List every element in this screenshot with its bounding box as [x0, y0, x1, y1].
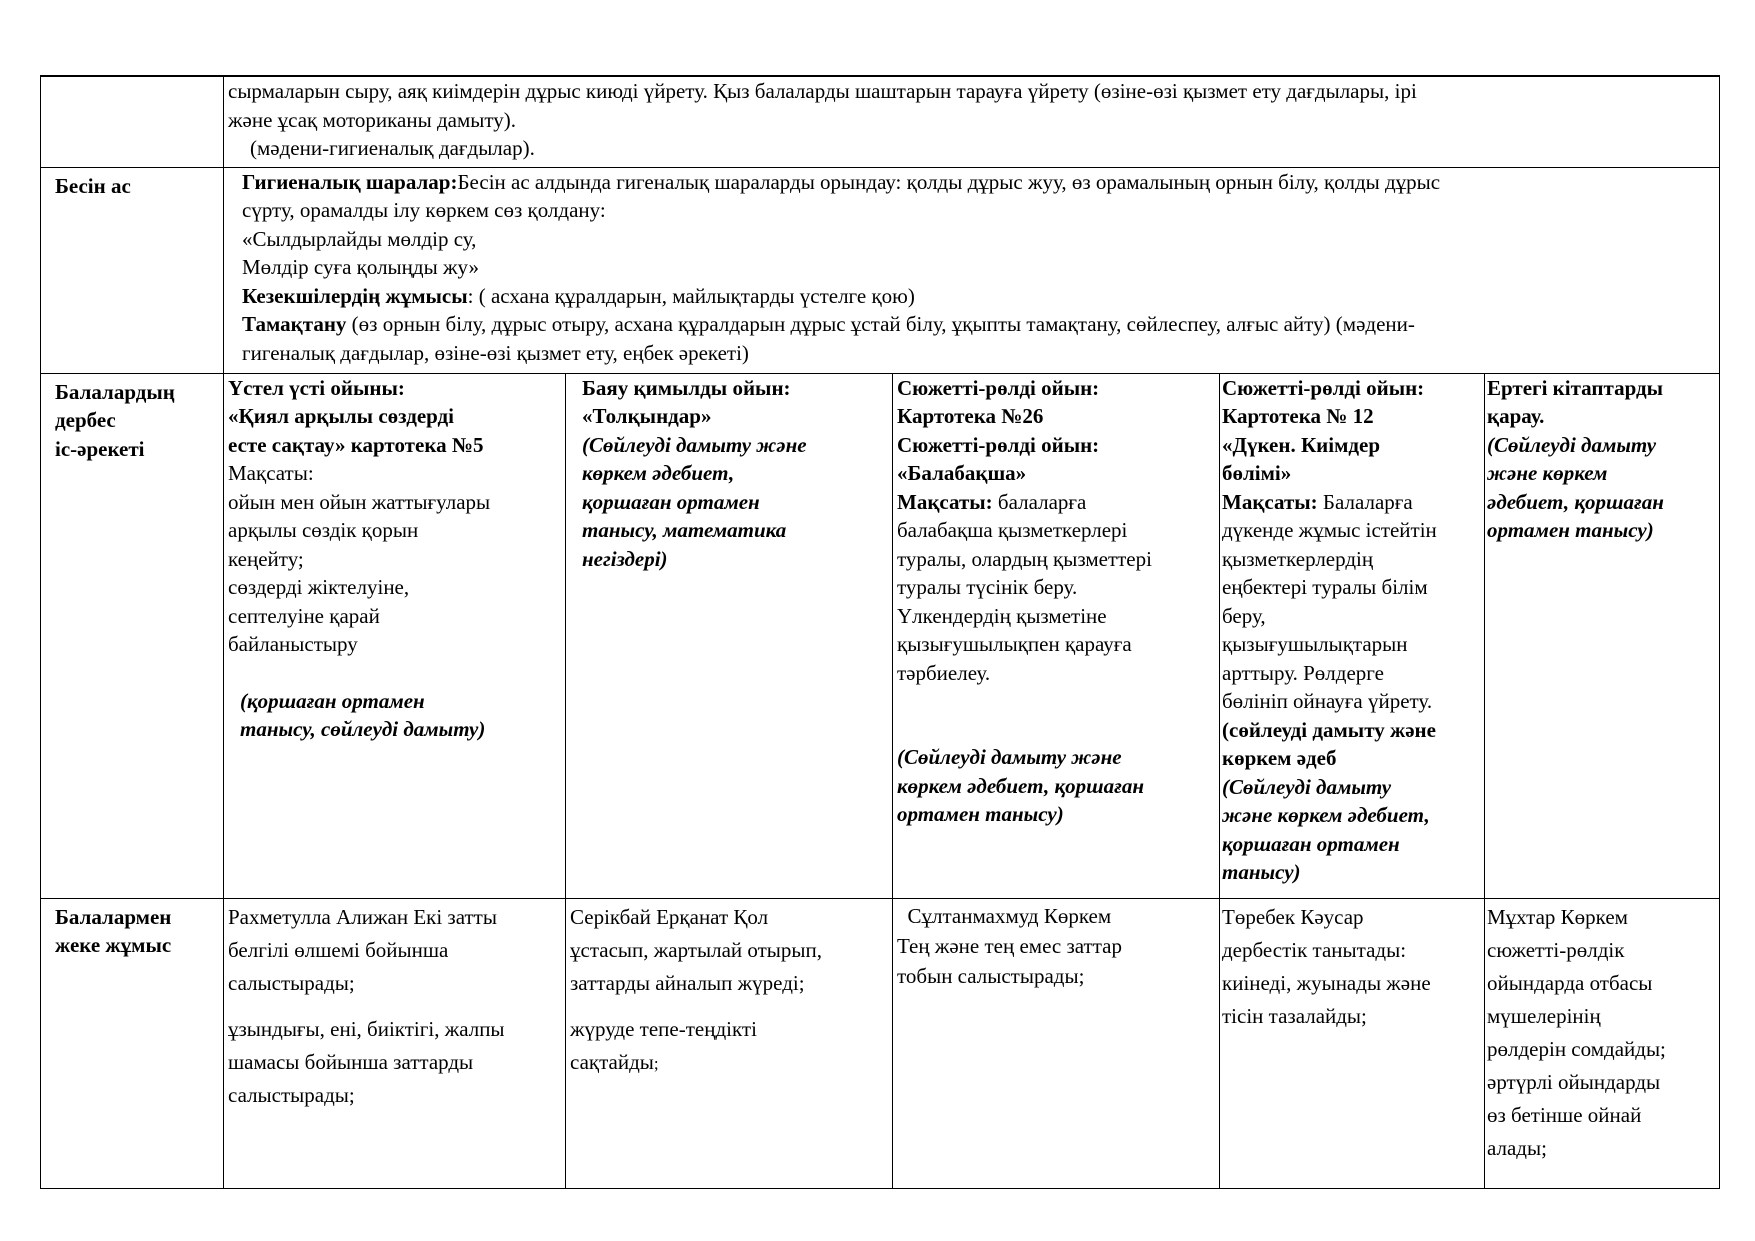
label-line: Балалармен [55, 904, 172, 929]
text-segment: сақтайды [570, 1049, 654, 1074]
activity-cell-1 [224, 373, 566, 898]
text-line: заттарды айналып жүреді; [570, 970, 805, 995]
row-individual-work [41, 898, 1720, 1188]
subject-note-bold: (сөйлеуді дамыту және [1222, 717, 1436, 742]
goal-line [897, 488, 1215, 517]
goal-heading: Мақсаты: [897, 489, 993, 514]
activity-title: есте сақтау» картотека №5 [228, 432, 484, 457]
activity-title: «Дүкен. Киімдер [1222, 432, 1381, 457]
goal-heading: Мақсаты: [1222, 489, 1318, 514]
subject-note: негіздері) [582, 546, 668, 571]
text-line: жүруде тепе-теңдікті [570, 1016, 757, 1041]
label-line: іс-әрекеті [55, 436, 145, 461]
text-line: алады; [1487, 1135, 1547, 1160]
individual-cell-3 [893, 898, 1220, 1188]
row-label-empty [41, 76, 224, 167]
text-line: дүкенде жұмыс істейтін [1222, 518, 1437, 542]
text-line: кеңейту; [228, 546, 304, 571]
activity-cell-4 [1220, 373, 1485, 898]
text-line: салыстырады; [228, 970, 355, 995]
text-line: ойындарда отбасы [1487, 970, 1653, 995]
subject-note: қоршаған ортамен [1222, 831, 1400, 856]
subject-note: және көркем әдебиет, [1222, 803, 1430, 827]
text-line: сүрту, орамалды ілу көркем сөз қолдану: [242, 198, 606, 222]
text-line: (мәдени-гигиеналық дағдылар). [250, 136, 535, 160]
text-line: арттыру. Рөлдерге [1222, 660, 1384, 685]
text-line: туралы, олардың қызметтері [897, 546, 1152, 571]
subject-note: көркем әдебиет, қоршаған [897, 773, 1144, 798]
subject-note: (Сөйлеуді дамыту [1487, 432, 1657, 457]
duty-line [242, 282, 1715, 311]
activity-title: Сюжетті-рөлді ойын: [1222, 375, 1425, 400]
row-label: Бесін ас [41, 167, 224, 373]
activity-title: қарау. [1487, 404, 1545, 428]
subject-note: (Сөйлеуді дамыту және [897, 745, 1122, 769]
eating-line [242, 310, 1715, 339]
text-line: тәрбиелеу. [897, 660, 991, 685]
text-line: байланыстыру [228, 632, 358, 656]
subject-note: (Сөйлеуді дамыту және [582, 432, 807, 457]
subject-note-bold: көркем әдеб [1222, 746, 1337, 770]
poem-line: Мөлдір суға қолыңды жу» [242, 255, 479, 279]
activity-title: Сюжетті-рөлді ойын: [897, 432, 1100, 457]
text-line: еңбектері туралы білім [1222, 575, 1428, 599]
text-line: ұстасып, жартылай отырып, [570, 937, 822, 962]
label-line: Балалардың [55, 379, 175, 404]
individual-cell-2 [566, 898, 893, 1188]
text-line: Мақсаты: [228, 461, 314, 485]
subject-note: ортамен танысу) [897, 802, 1064, 826]
text-line: киінеді, жуынады және [1222, 970, 1431, 995]
activity-title: «Толқындар» [582, 404, 712, 428]
text-segment: ; [653, 1053, 659, 1073]
hygiene-heading: Гигиеналық шаралар: [242, 169, 458, 194]
text-line: ұзындығы, ені, биіктігі, жалпы [228, 1016, 505, 1041]
text-line: арқылы сөздік қорын [228, 518, 419, 542]
subject-note: әдебиет, қоршаған [1487, 489, 1664, 514]
text-line: беру, [1222, 603, 1266, 628]
text-line: Рахметулла Алижан Екі затты [228, 904, 497, 929]
activity-title: Картотека № 12 [1222, 404, 1374, 428]
row-continuation [41, 76, 1720, 167]
activity-title: «Балабақша» [897, 461, 1027, 485]
hygiene-line [242, 168, 1715, 197]
poem-line: «Сылдырлайды мөлдір су, [242, 226, 477, 251]
continuation-cell [224, 76, 1720, 167]
activity-title: Картотека №26 [897, 404, 1044, 428]
goal-text: Балаларға [1317, 489, 1413, 514]
text-line: әртүрлі ойындарды [1487, 1069, 1661, 1094]
duty-heading: Кезекшілердің жұмысы [242, 283, 468, 308]
activity-cell-2 [566, 373, 893, 898]
activity-cell-5 [1485, 373, 1720, 898]
snack-cell [224, 167, 1720, 373]
subject-note: танысу, математика [582, 518, 787, 542]
text-line: Серікбай Ерқанат Қол [570, 904, 769, 929]
duty-text: : ( асхана құралдарын, майлықтарды үстелге қою) [467, 283, 915, 308]
text-line: сырмаларын сыру, аяқ киімдерін дұрыс киюді үйрету. Қыз балаларды шаштарын тарауға үйрету (өзіне-өзі қызмет ету дағдылары, ірі [228, 79, 1417, 103]
goal-text: балаларға [992, 489, 1087, 514]
text-line: Төребек Кәусар [1222, 904, 1364, 929]
text-line: тісін тазалайды; [1222, 1003, 1367, 1028]
text-line: қызығушылықпен қарауға [897, 632, 1132, 656]
row-afternoon-snack [41, 167, 1720, 373]
text-line: балабақша қызметкерлері [897, 518, 1128, 542]
text-line: Үлкендердің қызметіне [897, 603, 1107, 628]
text-line [570, 1046, 888, 1080]
hygiene-text: Бесін ас алдында гигеналық шараларды орындау: қолды дұрыс жуу, өз орамалының орнын білу, қолды дұрыс [457, 169, 1441, 194]
row-independent-activity [41, 373, 1720, 898]
individual-cell-5 [1485, 898, 1720, 1188]
eating-text: (өз орнын білу, дұрыс отыру, асхана құралдарын дұрыс ұстай білу, ұқыпты тамақтану, сөйлеспеу, алғыс айту) (мәдени- [346, 312, 1415, 336]
activity-title: бөлімі» [1222, 461, 1292, 485]
text-line: септелуіне қарай [228, 603, 380, 628]
individual-cell-1 [224, 898, 566, 1188]
activity-title: Сюжетті-рөлді ойын: [897, 375, 1100, 400]
subject-note: және көркем [1487, 461, 1608, 485]
text-line: тобын салыстырады; [897, 963, 1085, 988]
subject-note: қоршаған ортамен [582, 489, 760, 514]
text-line: өз бетінше ойнай [1487, 1102, 1642, 1127]
subject-note: танысу) [1222, 860, 1301, 884]
text-line: белгілі өлшемі бойынша [228, 937, 449, 962]
label-line: дербес [55, 408, 116, 432]
goal-line [1222, 488, 1480, 517]
activity-cell-3 [893, 373, 1220, 898]
subject-note: (қоршаған ортамен [240, 688, 425, 713]
text-line: Мұхтар Көркем [1487, 904, 1628, 929]
text-line: мүшелерінің [1487, 1003, 1601, 1028]
activity-title: «Қиял арқылы сөздерді [228, 404, 455, 428]
text-line: сөздерді жіктелуіне, [228, 575, 410, 599]
text-line: қызығушылықтарын [1222, 632, 1408, 656]
text-line: сюжетті-рөлдік [1487, 937, 1625, 962]
subject-note: көркем әдебиет, [582, 461, 735, 485]
text-line: шамасы бойынша заттарды [228, 1049, 474, 1074]
activity-title: Үстел үсті ойыны: [228, 375, 405, 400]
subject-note: танысу, сөйлеуді дамыту) [240, 717, 486, 741]
row-label [41, 373, 224, 898]
text-line: гигеналық дағдылар, өзіне-өзі қызмет ету, еңбек әрекеті) [242, 340, 749, 365]
row-label [41, 898, 224, 1188]
eating-heading: Тамақтану [242, 312, 347, 336]
activity-title: Баяу қимылды ойын: [582, 375, 791, 400]
text-line: Сұлтанмахмуд Көркем [897, 903, 1112, 928]
text-line: рөлдерін сомдайды; [1487, 1036, 1666, 1061]
text-line: және ұсақ моториканы дамыту). [228, 107, 516, 132]
text-line: дербестік танытады: [1222, 937, 1407, 962]
text-line: туралы түсінік беру. [897, 575, 1078, 599]
activity-title: Ертегі кітаптарды [1487, 375, 1663, 400]
subject-note: ортамен танысу) [1487, 518, 1654, 542]
text-line: Тең және тең емес заттар [897, 933, 1122, 958]
text-line: ойын мен ойын жаттығулары [228, 489, 491, 514]
text-line: бөлініп ойнауға үйрету. [1222, 689, 1433, 713]
individual-cell-4 [1220, 898, 1485, 1188]
text-line: қызметкерлердің [1222, 546, 1374, 571]
text-line: салыстырады; [228, 1082, 355, 1107]
subject-note: (Сөйлеуді дамыту [1222, 774, 1392, 799]
label-line: жеке жұмыс [55, 933, 172, 957]
schedule-table [40, 75, 1720, 1189]
